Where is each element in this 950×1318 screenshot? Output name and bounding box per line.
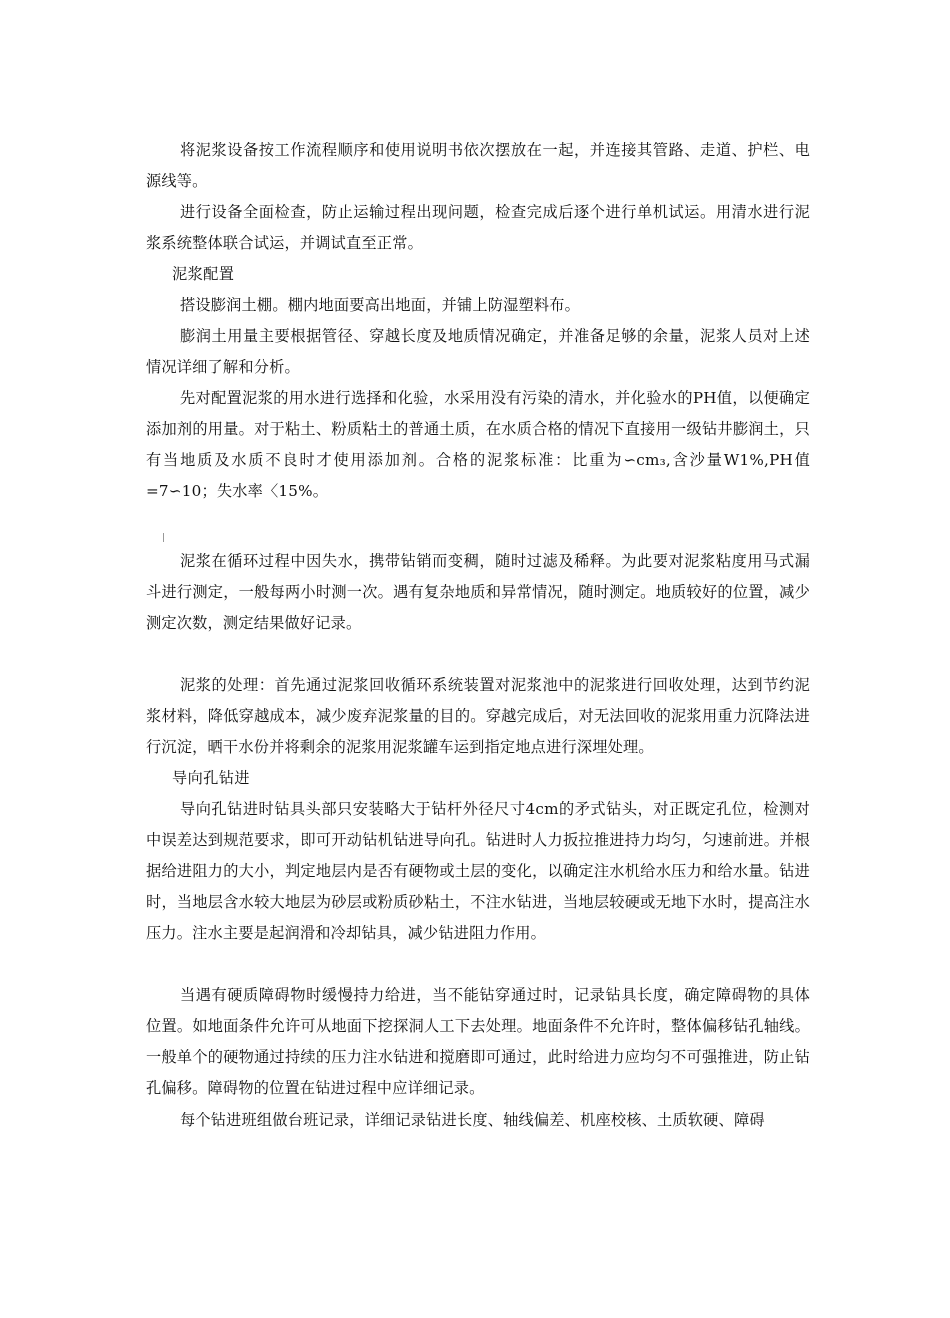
- paragraph-equipment-inspection: 进行设备全面检查，防止运输过程出现问题，检查完成后逐个进行单机试运。用清水进行泥浆系统整体联合试运，并调试直至正常。: [146, 203, 810, 252]
- margin-mark: [163, 533, 164, 542]
- paragraph-equipment-setup: 将泥浆设备按工作流程顺序和使用说明书依次摆放在一起，并连接其管路、走道、护栏、电源线等。: [146, 141, 810, 190]
- paragraph-shift-records: 每个钻进班组做台班记录，详细记录钻进长度、轴线偏差、机座校核、土质软硬、障碍: [180, 1111, 765, 1129]
- paragraph-water-testing: 先对配置泥浆的用水进行选择和化验，水采用没有污染的清水，并化验水的PH值，以便确定添加剂的用量。对于粘土、粉质粘土的普通土质，在水质合格的情况下直接用一级钻井膨润土，只有当地质及水质不良时才使用添加剂。合格的泥浆标准：比重为∽cm₃,含沙量W1%,PH值=7∽10；失水率〈15%。: [146, 389, 810, 500]
- paragraph-pilot-hole-procedure: 导向孔钻进时钻具头部只安装略大于钻杆外径尺寸4cm的矛式钻头，对正既定孔位，检测对中误差达到规范要求，即可开动钻机钻进导向孔。钻进时人力扳拉推进持力均匀，匀速前进。并根据给进阻力的大小，判定地层内是否有硬物或土层的变化，以确定注水机给水压力和给水量。钻进时，当地层含水较大地层为砂层或粉质砂粘土，不注水钻进，当地层较硬或无地下水时，提高注水压力。注水主要是起润滑和冷却钻具，减少钻进阻力作用。: [146, 800, 810, 942]
- paragraph-bentonite-quantity: 膨润土用量主要根据管径、穿越长度及地质情况确定，并准备足够的余量，泥浆人员对上述情况详细了解和分析。: [146, 327, 810, 376]
- heading-mud-preparation: 泥浆配置: [172, 265, 235, 283]
- paragraph-mud-circulation: 泥浆在循环过程中因失水，携带钻销而变稠，随时过滤及稀释。为此要对泥浆粘度用马式漏斗进行测定，一般每两小时测一次。遇有复杂地质和异常情况，随时测定。地质较好的位置，减少测定次数，测定结果做好记录。: [146, 552, 810, 632]
- paragraph-bentonite-shed: 搭设膨润土棚。棚内地面要高出地面，并铺上防湿塑料布。: [180, 296, 581, 314]
- heading-pilot-hole-drilling: 导向孔钻进: [172, 769, 250, 787]
- paragraph-obstacle-handling: 当遇有硬质障碍物时缓慢持力给进，当不能钻穿通过时，记录钻具长度，确定障碍物的具体位置。如地面条件允许可从地面下挖探洞人工下去处理。地面条件不允许时，整体偏移钻孔轴线。一般单个的硬物通过持续的压力注水钻进和搅磨即可通过，此时给进力应均匀不可强推进，防止钻孔偏移。障碍物的位置在钻进过程中应详细记录。: [146, 986, 810, 1097]
- paragraph-mud-treatment: 泥浆的处理：首先通过泥浆回收循环系统装置对泥浆池中的泥浆进行回收处理，达到节约泥浆材料，降低穿越成本，减少废弃泥浆量的目的。穿越完成后，对无法回收的泥浆用重力沉降法进行沉淀，晒干水份并将剩余的泥浆用泥浆罐车运到指定地点进行深埋处理。: [146, 676, 810, 756]
